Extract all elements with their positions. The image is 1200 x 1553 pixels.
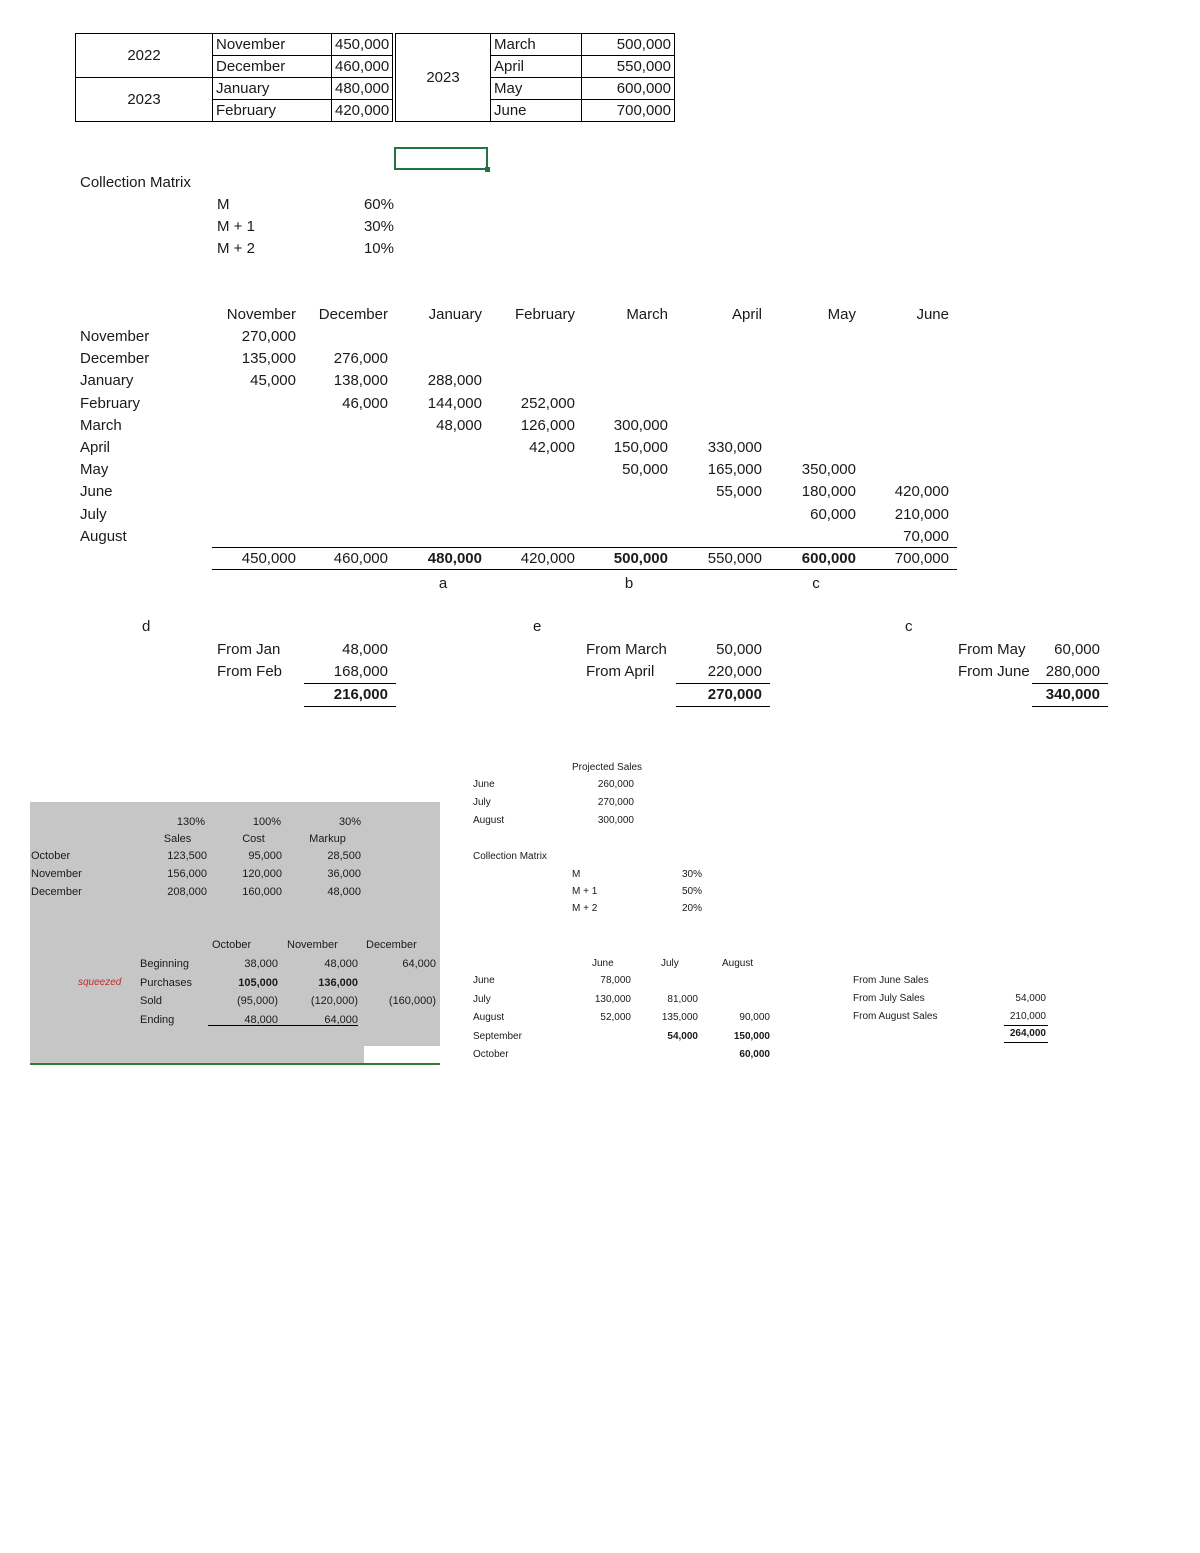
- value-cell: 700,000: [582, 100, 675, 122]
- schedule-cell: 270,000: [241, 328, 296, 345]
- matrix-pct: 30%: [363, 218, 394, 235]
- inventory-value: 64,000: [402, 958, 436, 970]
- answer-row-label: From May: [958, 641, 1026, 658]
- schedule-cell: 45,000: [250, 372, 296, 390]
- pct-header: 100%: [252, 816, 281, 828]
- answer-total: 340,000: [1045, 686, 1100, 703]
- projected-sched-row: August: [473, 1012, 505, 1023]
- schedule-row-label: March: [80, 416, 122, 434]
- schedule-cell: 46,000: [342, 394, 388, 412]
- schedule-col-header: November: [226, 306, 296, 323]
- projected-sched-row: June: [473, 975, 495, 986]
- markup-value: 156,000: [167, 868, 207, 880]
- answer-rule-bottom: [304, 706, 396, 707]
- schedule-row-label: December: [80, 350, 150, 368]
- projected-sched-header: July: [661, 958, 679, 969]
- schedule-row-label: January: [80, 372, 134, 390]
- answer-total: 216,000: [333, 686, 388, 703]
- matrix-label: M + 1: [572, 886, 598, 897]
- month-cell: April: [491, 56, 582, 78]
- matrix-label: M + 2: [572, 903, 598, 914]
- schedule-col-header: May: [827, 306, 856, 323]
- projected-month: July: [473, 797, 491, 808]
- schedule-total-rule: [212, 547, 957, 548]
- year-cell: 2022: [76, 34, 213, 78]
- schedule-total: 480,000: [427, 550, 482, 567]
- answer-row-value: 60,000: [1054, 641, 1100, 658]
- schedule-col-header: January: [428, 306, 482, 323]
- schedule-col-header: December: [318, 306, 388, 323]
- projected-sched-cell: 150,000: [733, 1030, 770, 1042]
- schedule-cell: 420,000: [894, 483, 949, 501]
- answer-rule-bottom: [1032, 706, 1108, 707]
- panel-bottom-border: [30, 1063, 440, 1065]
- answer-rule: [1032, 683, 1108, 684]
- month-cell: March: [491, 34, 582, 56]
- answer-letter-c: c: [905, 618, 913, 635]
- projected-month: August: [473, 815, 505, 826]
- schedule-cell: 165,000: [707, 461, 762, 479]
- summary-value: 54,000: [1015, 993, 1046, 1004]
- schedule-cell: 210,000: [894, 505, 949, 523]
- sales-table-left: [75, 33, 393, 122]
- inventory-value: (160,000): [388, 995, 436, 1007]
- answer-row-label: From Feb: [217, 663, 283, 680]
- answer-letter-d: d: [142, 618, 151, 635]
- value-cell: 450,000: [332, 34, 393, 56]
- schedule-total: 500,000: [613, 550, 668, 567]
- month-cell: January: [213, 78, 332, 100]
- inventory-rule: [208, 1025, 358, 1026]
- matrix-pct: 50%: [681, 886, 702, 897]
- answer-row-value: 48,000: [342, 641, 388, 658]
- year-cell: 2023: [396, 34, 491, 122]
- matrix-pct: 20%: [681, 903, 702, 914]
- schedule-cell: 150,000: [613, 439, 668, 456]
- matrix-label: M: [572, 869, 581, 880]
- markup-month: November: [31, 868, 82, 880]
- value-cell: 550,000: [582, 56, 675, 78]
- projected-sched-cell: 135,000: [661, 1012, 698, 1023]
- sales-table-right: [395, 33, 675, 122]
- summary-rule: [1004, 1025, 1048, 1026]
- schedule-row-label: August: [80, 527, 127, 545]
- answer-rule: [304, 683, 396, 684]
- schedule-row-label: February: [80, 394, 141, 412]
- inventory-row-label: Sold: [140, 995, 163, 1007]
- matrix-pct: 60%: [363, 196, 394, 213]
- squeezed-note: squeezed: [78, 977, 122, 988]
- schedule-cell: 138,000: [333, 372, 388, 390]
- answer-row-value: 220,000: [707, 663, 762, 680]
- schedule-cell: 180,000: [801, 483, 856, 501]
- matrix-label: M + 2: [217, 240, 255, 257]
- answer-row-label: From Jan: [217, 641, 281, 658]
- schedule-total: 550,000: [707, 550, 762, 567]
- answer-row-value: 280,000: [1045, 663, 1100, 680]
- projected-sched-cell: 130,000: [594, 993, 631, 1005]
- value-cell: 500,000: [582, 34, 675, 56]
- markup-value: 208,000: [167, 886, 207, 898]
- selected-cell[interactable]: [394, 147, 488, 170]
- summary-total: 264,000: [1009, 1028, 1046, 1039]
- value-cell: 460,000: [332, 56, 393, 78]
- markup-value: 95,000: [248, 850, 282, 862]
- answer-mark-a: a: [438, 575, 448, 592]
- projected-sched-cell: 60,000: [739, 1049, 770, 1060]
- inventory-value: 136,000: [318, 976, 358, 989]
- matrix-label: M + 1: [217, 218, 255, 235]
- schedule-cell: 50,000: [622, 461, 668, 479]
- markup-value: 120,000: [242, 868, 282, 880]
- answer-row-value: 168,000: [333, 663, 388, 680]
- year-cell: 2023: [76, 78, 213, 122]
- inventory-row-label: Purchases: [140, 976, 192, 989]
- inventory-value: 48,000: [244, 1013, 278, 1026]
- month-cell: November: [213, 34, 332, 56]
- schedule-row-label: November: [80, 328, 150, 345]
- answer-total: 270,000: [707, 686, 762, 703]
- schedule-col-header: April: [731, 306, 762, 323]
- value-cell: 480,000: [332, 78, 393, 100]
- inventory-value: 64,000: [324, 1013, 358, 1026]
- schedule-cell: 288,000: [427, 372, 482, 390]
- value-cell: 600,000: [582, 78, 675, 100]
- collection-matrix-title-2: Collection Matrix: [473, 851, 547, 862]
- summary-value: 210,000: [1009, 1011, 1046, 1022]
- inventory-row-label: Beginning: [140, 958, 189, 970]
- schedule-total: 600,000: [801, 550, 856, 567]
- schedule-cell: 330,000: [707, 439, 762, 456]
- col-header: Sales: [163, 833, 192, 845]
- pct-header: 30%: [338, 816, 361, 828]
- schedule-total: 420,000: [520, 550, 575, 567]
- projected-sched-cell: 78,000: [600, 975, 631, 986]
- schedule-cell: 70,000: [903, 527, 949, 545]
- inventory-col-header: October: [212, 939, 252, 951]
- summary-rule-bottom: [1004, 1042, 1048, 1043]
- summary-label: From July Sales: [853, 993, 925, 1004]
- markup-month: October: [31, 850, 71, 862]
- projected-sched-header: August: [722, 958, 754, 969]
- matrix-pct: 30%: [681, 869, 702, 880]
- schedule-cell: 144,000: [427, 394, 482, 412]
- schedule-row-label: April: [80, 439, 111, 456]
- inventory-col-header: December: [366, 939, 417, 951]
- projected-value: 270,000: [597, 797, 634, 808]
- schedule-total: 450,000: [241, 550, 296, 567]
- projected-sched-cell: 81,000: [667, 993, 698, 1005]
- schedule-total: 700,000: [894, 550, 949, 567]
- schedule-col-header: March: [626, 306, 668, 323]
- schedule-cell: 276,000: [333, 350, 388, 368]
- projected-sched-cell: 52,000: [600, 1012, 631, 1023]
- answer-letter-e: e: [533, 618, 542, 635]
- summary-label: From June Sales: [853, 975, 929, 986]
- schedule-row-label: June: [80, 483, 113, 501]
- markup-value: 160,000: [242, 886, 282, 898]
- projected-sched-row: September: [473, 1030, 522, 1042]
- projected-sched-cell: 54,000: [667, 1030, 698, 1042]
- inventory-row-label: Ending: [140, 1013, 175, 1026]
- col-header: Cost: [242, 833, 265, 845]
- schedule-cell: 60,000: [810, 505, 856, 523]
- schedule-cell: 135,000: [241, 350, 296, 368]
- answer-mark-b: b: [624, 575, 634, 592]
- matrix-label: M: [217, 196, 230, 213]
- projected-value: 300,000: [597, 815, 634, 826]
- schedule-row-label: July: [80, 505, 107, 523]
- schedule-row-label: May: [80, 461, 109, 479]
- markup-value: 36,000: [327, 868, 361, 880]
- markup-month: December: [31, 886, 82, 898]
- answer-row-label: From June: [958, 663, 1030, 680]
- schedule-cell: 48,000: [436, 416, 482, 434]
- inventory-value: 105,000: [238, 976, 278, 989]
- col-header: Markup: [309, 833, 346, 845]
- month-cell: February: [213, 100, 332, 122]
- projected-month: June: [473, 779, 495, 790]
- summary-label: From August Sales: [853, 1011, 938, 1022]
- schedule-cell: 42,000: [529, 439, 575, 456]
- answer-row-label: From March: [586, 641, 667, 658]
- schedule-total: 460,000: [333, 550, 388, 567]
- month-cell: December: [213, 56, 332, 78]
- value-cell: 420,000: [332, 100, 393, 122]
- projected-sched-cell: 90,000: [739, 1012, 770, 1023]
- markup-value: 123,500: [167, 850, 207, 862]
- schedule-col-header: June: [916, 306, 949, 323]
- panel-gap: [364, 1046, 440, 1063]
- projected-value: 260,000: [597, 779, 634, 790]
- answer-rule-bottom: [676, 706, 770, 707]
- markup-value: 48,000: [327, 886, 361, 898]
- inventory-value: (120,000): [310, 995, 358, 1007]
- collection-matrix-title: Collection Matrix: [80, 174, 191, 191]
- answer-mark-c: c: [812, 575, 820, 592]
- answer-row-value: 50,000: [716, 641, 762, 658]
- schedule-total-rule-bottom: [212, 569, 957, 570]
- inventory-col-header: November: [287, 939, 338, 951]
- schedule-cell: 300,000: [613, 416, 668, 434]
- matrix-pct: 10%: [363, 240, 394, 257]
- answer-rule: [676, 683, 770, 684]
- schedule-cell: 55,000: [716, 483, 762, 501]
- inventory-value: 48,000: [324, 958, 358, 970]
- schedule-col-header: February: [514, 306, 575, 323]
- inventory-value: 38,000: [244, 958, 278, 970]
- answer-row-label: From April: [586, 663, 655, 680]
- pct-header: 130%: [176, 816, 205, 828]
- projected-sched-row: July: [473, 993, 491, 1005]
- month-cell: May: [491, 78, 582, 100]
- month-cell: June: [491, 100, 582, 122]
- projected-sched-row: October: [473, 1049, 509, 1060]
- schedule-cell: 350,000: [801, 461, 856, 479]
- schedule-cell: 252,000: [520, 394, 575, 412]
- markup-value: 28,500: [327, 850, 361, 862]
- projected-title: Projected Sales: [572, 762, 643, 773]
- schedule-cell: 126,000: [520, 416, 575, 434]
- projected-sched-header: June: [592, 958, 614, 969]
- inventory-value: (95,000): [237, 995, 278, 1007]
